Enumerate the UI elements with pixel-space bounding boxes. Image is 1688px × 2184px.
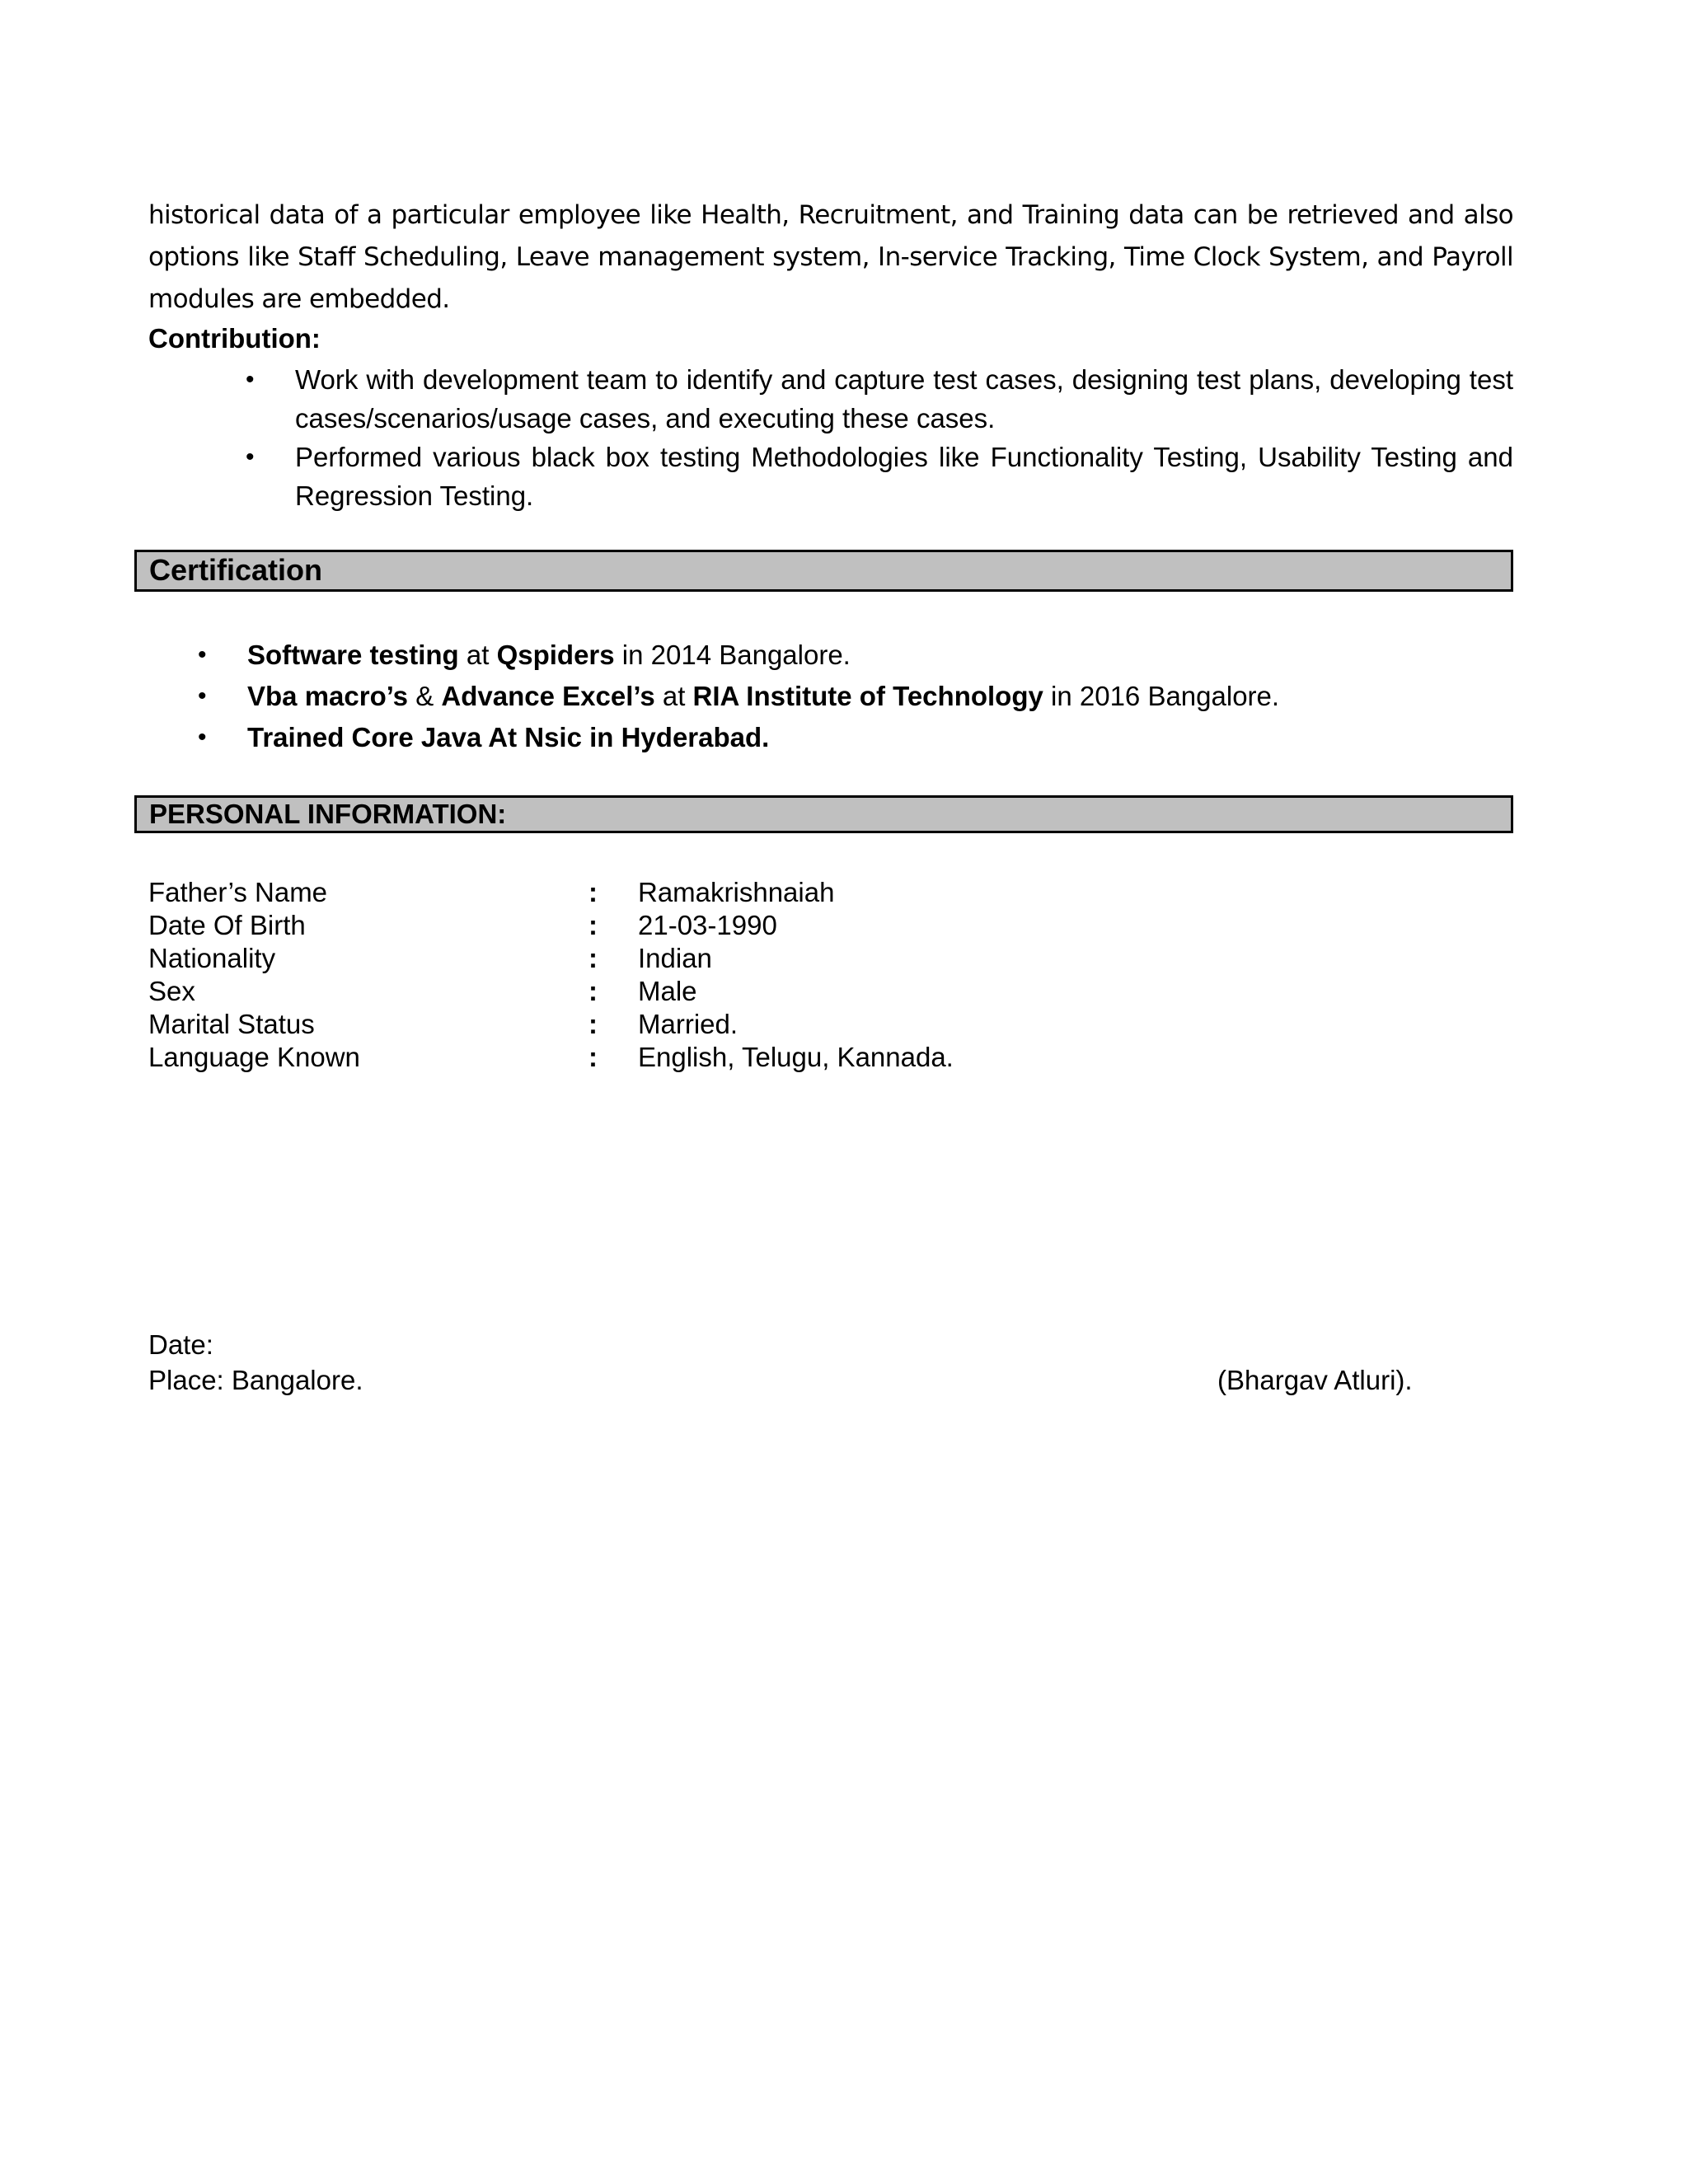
certification-text: in 2016 Bangalore. — [1043, 681, 1280, 711]
project-description-paragraph: historical data of a particular employee like Health, Recruitment, and Training data can be retrieved and also options like Staff Scheduling, Leave management system, In-service Tracking, Time Clock System, and Payroll modules are embedded. — [148, 200, 1513, 314]
info-value: Indian — [638, 943, 712, 973]
certification-text: & — [408, 681, 442, 711]
certification-text: in 2014 Bangalore. — [614, 640, 851, 670]
footer-date: Date: — [148, 1329, 213, 1360]
contribution-item-text: Performed various black box testing Methodologies like Functionality Testing, Usability Testing and Regression Testing. — [295, 442, 1513, 511]
certification-course: Vba macro’s — [247, 681, 409, 711]
certification-item — [148, 635, 1513, 676]
info-label: Sex — [148, 976, 195, 1006]
info-label: Language Known — [148, 1042, 360, 1072]
info-value: Married. — [638, 1009, 738, 1039]
certification-text: at — [654, 681, 693, 711]
personal-info-section-header — [134, 795, 1513, 833]
certification-section-header — [134, 550, 1513, 592]
contribution-heading: Contribution: — [148, 323, 321, 354]
bullet-icon: • — [246, 366, 255, 393]
info-value: 21-03-1990 — [638, 910, 777, 940]
contribution-list — [148, 360, 1513, 515]
info-value: Male — [638, 976, 697, 1006]
contribution-item — [148, 438, 1513, 515]
certification-institute: RIA Institute of Technology — [692, 681, 1043, 711]
certification-item — [148, 717, 1513, 758]
bullet-icon: • — [198, 641, 207, 668]
info-label: Marital Status — [148, 1009, 315, 1039]
certification-course: Advance Excel’s — [441, 681, 655, 711]
info-separator: : — [588, 976, 598, 1006]
info-separator: : — [588, 877, 598, 907]
certification-text: at — [458, 640, 497, 670]
certification-heading: Certification — [149, 553, 323, 587]
certification-course: Software testing — [247, 640, 459, 670]
contribution-item-text: Work with development team to identify and capture test cases, designing test plans, developing test cases/scenarios/usage cases, and executing these cases. — [295, 364, 1513, 434]
certification-list — [148, 635, 1513, 758]
footer-place: Place: Bangalore. — [148, 1365, 363, 1395]
signature-name: (Bhargav Atluri). — [1217, 1365, 1413, 1395]
bullet-icon: • — [198, 682, 207, 710]
certification-institute: Qspiders — [496, 640, 615, 670]
info-label: Father’s Name — [148, 877, 328, 907]
certification-item — [148, 676, 1513, 717]
contribution-item — [148, 360, 1513, 438]
info-separator: : — [588, 1042, 598, 1072]
info-separator: : — [588, 1009, 598, 1039]
bullet-icon: • — [198, 724, 207, 751]
certification-course: Trained Core Java At Nsic in Hyderabad. — [247, 722, 770, 752]
info-label: Nationality — [148, 943, 276, 973]
info-label: Date Of Birth — [148, 910, 306, 940]
bullet-icon: • — [246, 443, 255, 471]
info-separator: : — [588, 943, 598, 973]
info-value: English, Telugu, Kannada. — [638, 1042, 954, 1072]
personal-info-heading: PERSONAL INFORMATION: — [149, 799, 507, 829]
info-separator: : — [588, 910, 598, 940]
info-value: Ramakrishnaiah — [638, 877, 835, 907]
